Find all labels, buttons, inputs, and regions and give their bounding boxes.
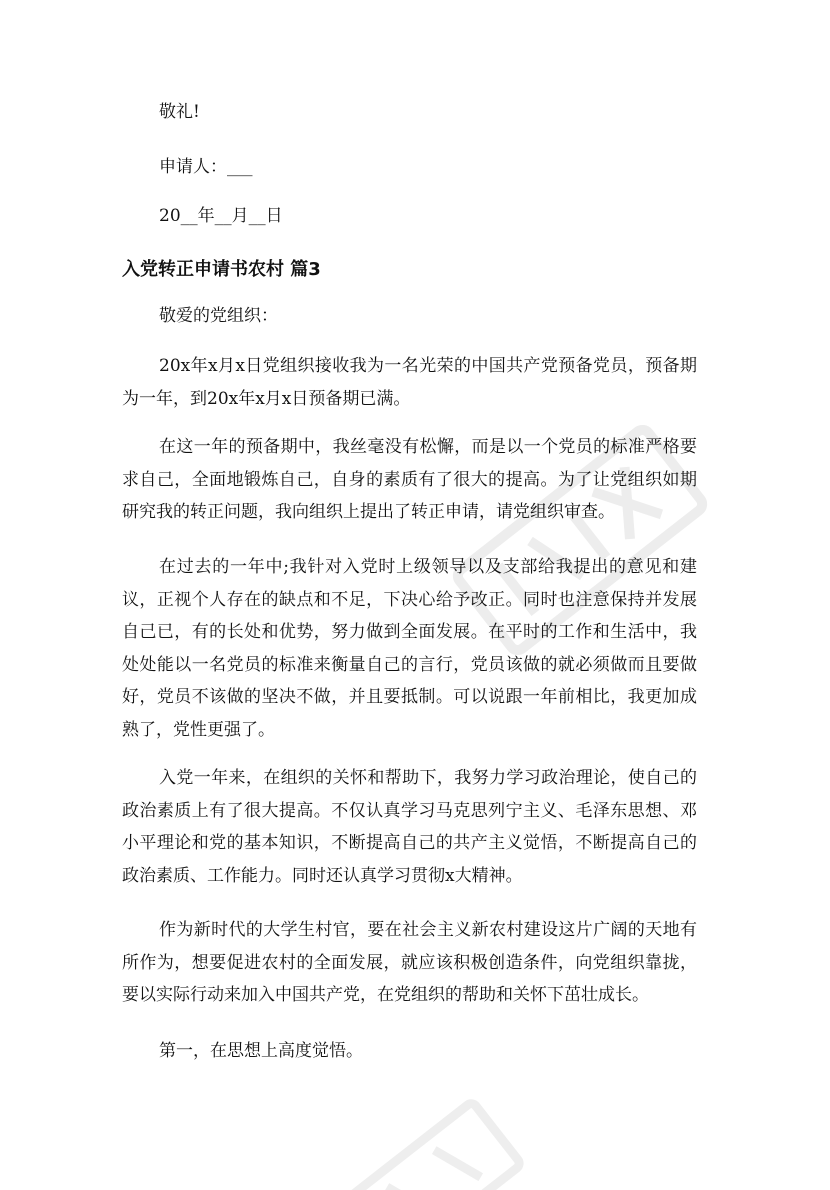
- closing-salute: 敬礼!: [159, 102, 200, 122]
- application-date: 20__年__月__日: [159, 206, 283, 226]
- paragraph-1: 20x年x月x日党组织接收我为一名光荣的中国共产党预备党员，预备期为一年，到20x年x月x日预备期已满。: [122, 356, 697, 409]
- section-title: 入党转正申请书农村 篇3: [122, 259, 321, 280]
- paragraph-5: 作为新时代的大学生村官，要在社会主义新农村建设这片广阔的天地有所作为，想要促进农村的全面发展，就应该积极创造条件，向党组织靠拢，要以实际行动来加入中国共产党，在党组织的帮助和关怀下茁壮成长。: [122, 920, 697, 1005]
- paragraph-4: 入党一年来，在组织的关怀和帮助下，我努力学习政治理论，使自己的政治素质上有了很大提高。不仅认真学习马克思列宁主义、毛泽东思想、邓小平理论和党的基本知识，不断提高自己的共产主义觉悟，不断提高自己的政治素质、工作能力。同时还认真学习贯彻x大精神。: [122, 768, 697, 886]
- paragraph-6: 第一，在思想上高度觉悟。: [159, 1041, 363, 1061]
- greeting: 敬爱的党组织：: [159, 306, 278, 326]
- paragraph-2: 在这一年的预备期中，我丝毫没有松懈，而是以一个党员的标准严格要求自己，全面地锻炼自己，自身的素质有了很大的提高。为了让党组织如期研究我的转正问题，我向组织上提出了转正申请，请党组织审查。: [122, 437, 697, 522]
- paragraph-3: 在过去的一年中;我针对入党时上级领导以及支部给我提出的意见和建议，正视个人存在的缺点和不足，下决心给予改正。同时也注意保持并发展自己已，有的长处和优势，努力做到全面发展。在平时的工作和生活中，我处处能以一名党员的标准来衡量自己的言行，党员该做的就必须做而且要做好，党员不该做的坚决不做，并且要抵制。可以说跟一年前相比，我更加成熟了，党性更强了。: [122, 557, 697, 740]
- applicant-signature: 申请人：___: [159, 157, 253, 177]
